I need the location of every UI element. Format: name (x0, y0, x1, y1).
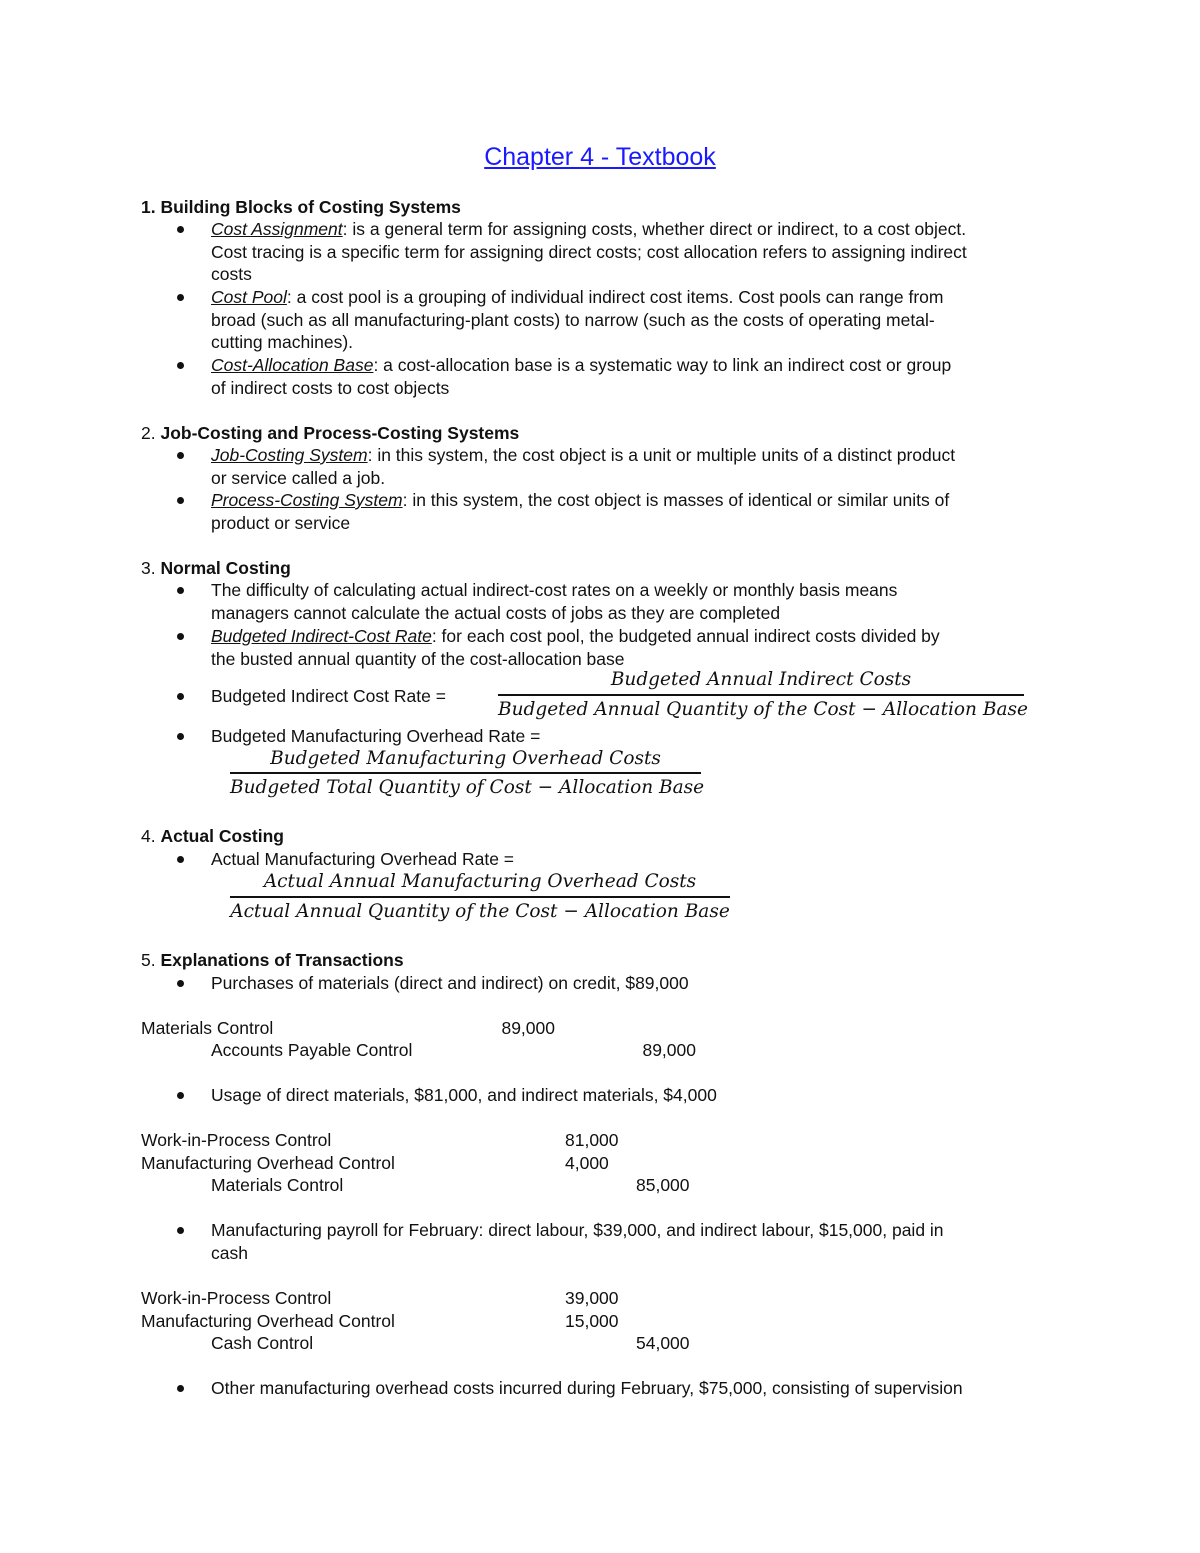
transaction-description (211, 1219, 1071, 1264)
bullet-text: : a cost pool is a grouping of individual indirect cost items. Cost pools can range from (286, 287, 944, 307)
bullet-text: : a cost-allocation base is a systematic way to link an indirect cost or group (373, 355, 952, 375)
bullet-dot (177, 587, 184, 594)
section-number: 2. (141, 423, 161, 443)
section-heading-1 (141, 196, 461, 218)
journal-debit-amount: 81,000 (565, 1130, 619, 1150)
bullet-text: Cost tracing is a specific term for assigning direct costs; cost allocation refers to assigning indirect (211, 241, 967, 262)
bullet-text: or service called a job. (211, 467, 386, 488)
fraction-bar (230, 772, 701, 774)
section-number: 3. (141, 558, 161, 578)
journal-credit-amount: 85,000 (636, 1175, 690, 1195)
journal-credit-account: Cash Control (211, 1333, 314, 1353)
formula-numerator: Budgeted Manufacturing Overhead Costs (270, 748, 661, 769)
term-job-costing-system: Job-Costing System (211, 445, 368, 465)
page-title: Chapter 4 - Textbook (484, 143, 716, 171)
journal-debit-account: Work-in-Process Control (141, 1288, 332, 1308)
term-budgeted-indirect-cost-rate: Budgeted Indirect-Cost Rate (211, 626, 432, 646)
bullet-dot (177, 693, 184, 700)
section-number: 5. (141, 950, 161, 970)
journal-debit-account: Manufacturing Overhead Control (141, 1153, 395, 1173)
transaction-description: Usage of direct materials, $81,000, and indirect materials, $4,000 (211, 1085, 717, 1105)
fraction-bar (498, 694, 1024, 696)
formula-label: Actual Manufacturing Overhead Rate = (211, 849, 515, 869)
bullet-dot (177, 633, 184, 640)
bullet-text: : is a general term for assigning costs, whether direct or indirect, to a cost object. (342, 219, 967, 239)
journal-debit-amount: 15,000 (565, 1311, 619, 1331)
bullet-text: managers cannot calculate the actual costs of jobs as they are completed (211, 602, 781, 623)
bullet-dot (177, 733, 184, 740)
transaction-description: Purchases of materials (direct and indirect) on credit, $89,000 (211, 973, 689, 993)
bullet-dot (177, 294, 184, 301)
section-heading-3 (141, 557, 291, 579)
term-cost-pool: Cost Pool (211, 287, 287, 307)
formula-numerator: Budgeted Annual Indirect Costs (610, 669, 912, 690)
section-heading-4 (141, 825, 284, 847)
bullet-text: the busted annual quantity of the cost-allocation base (211, 648, 625, 669)
journal-credit-amount: 89,000 (642, 1040, 696, 1060)
bullet-dot (177, 980, 184, 987)
formula-denominator: Actual Annual Quantity of the Cost − Allocation Base (230, 901, 730, 922)
journal-credit-account: Accounts Payable Control (211, 1040, 413, 1060)
formula-label: Budgeted Indirect Cost Rate = (211, 686, 446, 706)
journal-debit-account: Work-in-Process Control (141, 1130, 332, 1150)
bullet-cost-assignment (211, 218, 1071, 286)
term-cost-allocation-base: Cost-Allocation Base (211, 355, 374, 375)
section-4-heading-text: Actual Costing (160, 826, 284, 846)
term-process-costing-system: Process-Costing System (211, 490, 403, 510)
bullet-budgeted-indirect-cost-rate (211, 625, 1071, 670)
bullet-text: costs (211, 264, 252, 285)
section-5-heading-text: Explanations of Transactions (160, 950, 404, 970)
bullet-dot (177, 856, 184, 863)
bullet-dot (177, 1092, 184, 1099)
section-heading-2 (141, 422, 519, 444)
bullet-text: broad (such as all manufacturing-plant costs) to narrow (such as the costs of operating metal- (211, 309, 935, 330)
bullet-text: : in this system, the cost object is masses of identical or similar units of (402, 490, 950, 510)
journal-debit-amount: 89,000 (501, 1018, 555, 1038)
formula-denominator: Budgeted Total Quantity of Cost − Allocation Base (230, 777, 705, 798)
bullet-text: : for each cost pool, the budgeted annual indirect costs divided by (431, 626, 940, 646)
journal-debit-amount: 39,000 (565, 1288, 619, 1308)
bullet-normal-costing-difficulty (211, 579, 1071, 624)
bullet-dot (177, 1385, 184, 1392)
bullet-dot (177, 497, 184, 504)
transaction-description: Other manufacturing overhead costs incurred during February, $75,000, consisting of supervision (211, 1378, 963, 1398)
section-3-heading-text: Normal Costing (160, 558, 291, 578)
journal-credit-amount: 54,000 (636, 1333, 690, 1353)
bullet-job-costing (211, 444, 1071, 489)
journal-credit-account: Materials Control (211, 1175, 344, 1195)
section-1-heading-text: 1. Building Blocks of Costing Systems (141, 197, 461, 217)
bullet-text: product or service (211, 512, 351, 533)
section-heading-5 (141, 949, 404, 971)
bullet-text: cutting machines). (211, 332, 354, 353)
bullet-process-costing (211, 489, 1071, 534)
term-cost-assignment: Cost Assignment (211, 219, 343, 239)
bullet-dot (177, 452, 184, 459)
bullet-text: Manufacturing payroll for February: direct labour, $39,000, and indirect labour, $15,000, paid in (211, 1220, 944, 1240)
bullet-text: : in this system, the cost object is a unit or multiple units of a distinct product (367, 445, 956, 465)
bullet-cost-allocation-base (211, 354, 1071, 399)
bullet-dot (177, 1227, 184, 1234)
section-2-heading-text: Job-Costing and Process-Costing Systems (160, 423, 520, 443)
bullet-text: The difficulty of calculating actual indirect-cost rates on a weekly or monthly basis means (211, 580, 898, 600)
fraction-bar (230, 896, 730, 898)
journal-debit-account: Manufacturing Overhead Control (141, 1311, 395, 1331)
journal-debit-amount: 4,000 (565, 1153, 609, 1173)
journal-debit-account: Materials Control (141, 1018, 274, 1038)
section-number: 4. (141, 826, 161, 846)
formula-denominator: Budgeted Annual Quantity of the Cost − Allocation Base (498, 699, 1028, 720)
bullet-text: cash (211, 1242, 248, 1263)
formula-numerator: Actual Annual Manufacturing Overhead Costs (263, 871, 697, 892)
bullet-cost-pool (211, 286, 1071, 354)
bullet-text: of indirect costs to cost objects (211, 377, 450, 398)
bullet-dot (177, 362, 184, 369)
formula-label: Budgeted Manufacturing Overhead Rate = (211, 726, 541, 746)
bullet-dot (177, 226, 184, 233)
